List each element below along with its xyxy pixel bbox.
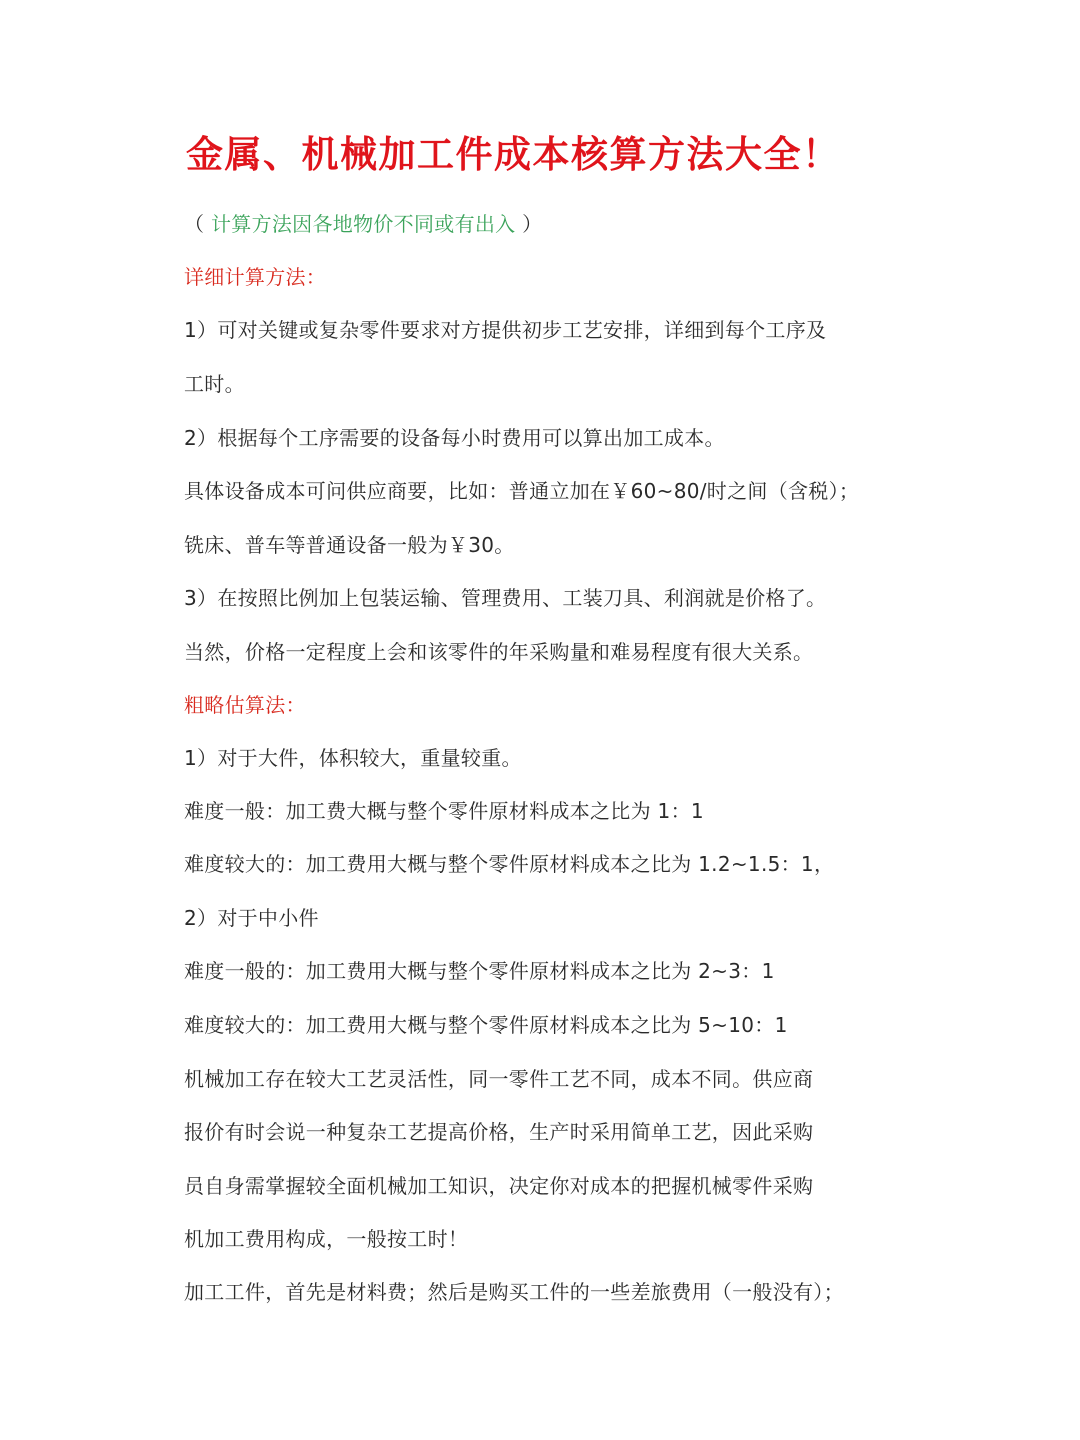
paragraph-line: 机械加工存在较大工艺灵活性，同一零件工艺不同，成本不同。供应商 xyxy=(184,1067,814,1091)
section-heading-rough: 粗略估算法： xyxy=(184,693,306,717)
paragraph-line: 2）对于中小件 xyxy=(184,906,319,930)
paragraph-line: 工时。 xyxy=(184,372,245,396)
paragraph-line: 报价有时会说一种复杂工艺提高价格，生产时采用简单工艺，因此采购 xyxy=(184,1120,814,1144)
subtitle-text: 计算方法因各地物价不同或有出入 xyxy=(210,212,516,236)
paragraph-line: 员自身需掌握较全面机械加工知识，决定你对成本的把握机械零件采购 xyxy=(184,1174,814,1198)
section-heading-detailed: 详细计算方法： xyxy=(184,265,327,289)
subtitle xyxy=(184,211,904,237)
paragraph-line: 2）根据每个工序需要的设备每小时费用可以算出加工成本。 xyxy=(184,426,725,450)
paragraph-line: 具体设备成本可问供应商要，比如：普通立加在￥60~80/时之间（含税）； xyxy=(184,479,860,503)
paragraph-line: 难度一般：加工费大概与整个零件原材料成本之比为 1：1 xyxy=(184,799,704,823)
paragraph-line: 1）对于大件，体积较大，重量较重。 xyxy=(184,746,522,770)
paragraph-line: 当然，价格一定程度上会和该零件的年采购量和难易程度有很大关系。 xyxy=(184,640,814,664)
paragraph-line: 难度较大的：加工费用大概与整个零件原材料成本之比为 5~10：1 xyxy=(184,1013,788,1037)
paragraph-line: 难度一般的：加工费用大概与整个零件原材料成本之比为 2~3：1 xyxy=(184,959,775,983)
paragraph-line: 加工工件，首先是材料费；然后是购买工件的一些差旅费用（一般没有）； xyxy=(184,1280,844,1304)
page-title: 金属、机械加工件成本核算方法大全！ xyxy=(186,132,841,176)
paragraph-line: 1）可对关键或复杂零件要求对方提供初步工艺安排，详细到每个工序及 xyxy=(184,318,827,342)
paragraph-line: 铣床、普车等普通设备一般为￥30。 xyxy=(184,533,515,557)
paragraph-line: 3）在按照比例加上包装运输、管理费用、工装刀具、利润就是价格了。 xyxy=(184,586,827,610)
paragraph-line: 难度较大的：加工费用大概与整个零件原材料成本之比为 1.2~1.5：1， xyxy=(184,852,835,876)
paragraph-line: 机加工费用构成，一般按工时！ xyxy=(184,1227,469,1251)
subtitle-open-paren: （ xyxy=(184,212,211,236)
subtitle-close-paren: ） xyxy=(515,212,543,236)
